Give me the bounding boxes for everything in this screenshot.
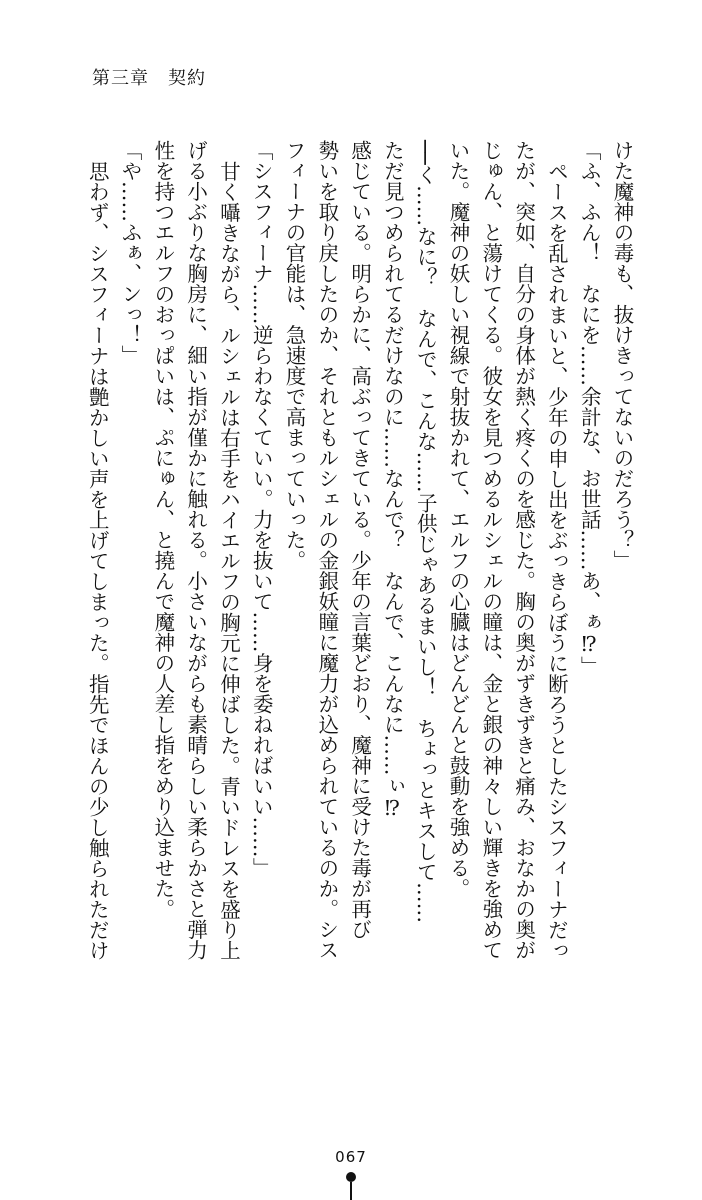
text-column: 思わず、シスフィーナは艶かしい声を上げてしまった。指先でほんの少し触られただけ — [85, 160, 110, 960]
text-column: 「ふ、ふん！ なにを……余計な、お世話……あ、ぁ⁉」 — [577, 140, 602, 677]
text-column: ただ見つめられてるだけなのに……なんで？ なんで、こんなに……ぃ⁉ — [380, 140, 405, 820]
text-column: 「や……ふぁ、ンっ！」 — [118, 140, 143, 366]
text-column: ──く……なに？ なんで、こんな……子供じゃあるまいし！ ちょっとキスして…… — [413, 140, 438, 924]
text-column: たが、突如、自分の身体が熱く疼くのを感じた。胸の奥がずきずきと痛み、おなかの奥が — [511, 140, 536, 960]
page-marker-line — [350, 1182, 352, 1200]
text-column: げる小ぶりな胸房に、細い指が僅かに触れる。小さいながらも素晴らしい柔らかさと弾力 — [183, 140, 208, 960]
text-column: 勢いを取り戻したのか、それともルシェルの金銀妖瞳に魔力が込められているのか。シス — [314, 140, 339, 960]
chapter-header: 第三章 契約 — [92, 68, 206, 89]
text-column: 感じている。明らかに、高ぶってきている。少年の言葉どおり、魔神に受けた毒が再び — [347, 140, 372, 940]
text-column: いた。魔神の妖しい視線で射抜かれて、エルフの心臓はどんどんと鼓動を強める。 — [446, 140, 471, 899]
vertical-body-text — [73, 140, 638, 970]
page-number: 067 — [335, 1148, 367, 1166]
text-column: けた魔神の毒も、抜けきってないのだろう？」 — [610, 140, 634, 571]
text-column: フィーナの官能は、急速度で高まっていった。 — [282, 140, 307, 571]
text-column: 「シスフィーナ……逆らわなくていい。力を抜いて……身を委ねればいい……」 — [249, 140, 274, 878]
text-column: じゅん、と蕩けてくる。彼女を見つめるルシェルの瞳は、金と銀の神々しい輝きを強めて — [478, 140, 503, 960]
text-column: 甘く囁きながら、ルシェルは右手をハイエルフの胸元に伸ばした。青いドレスを盛り上 — [216, 160, 241, 960]
text-column: ペースを乱されまいと、少年の申し出をぶっきらぼうに断ろうとしたシスフィーナだっ — [544, 160, 569, 960]
page-marker-dot — [346, 1172, 356, 1182]
text-column: 性を持つエルフのおっぱいは、ぷにゅん、と撓んで魔神の人差し指をめり込ませた。 — [150, 140, 175, 919]
